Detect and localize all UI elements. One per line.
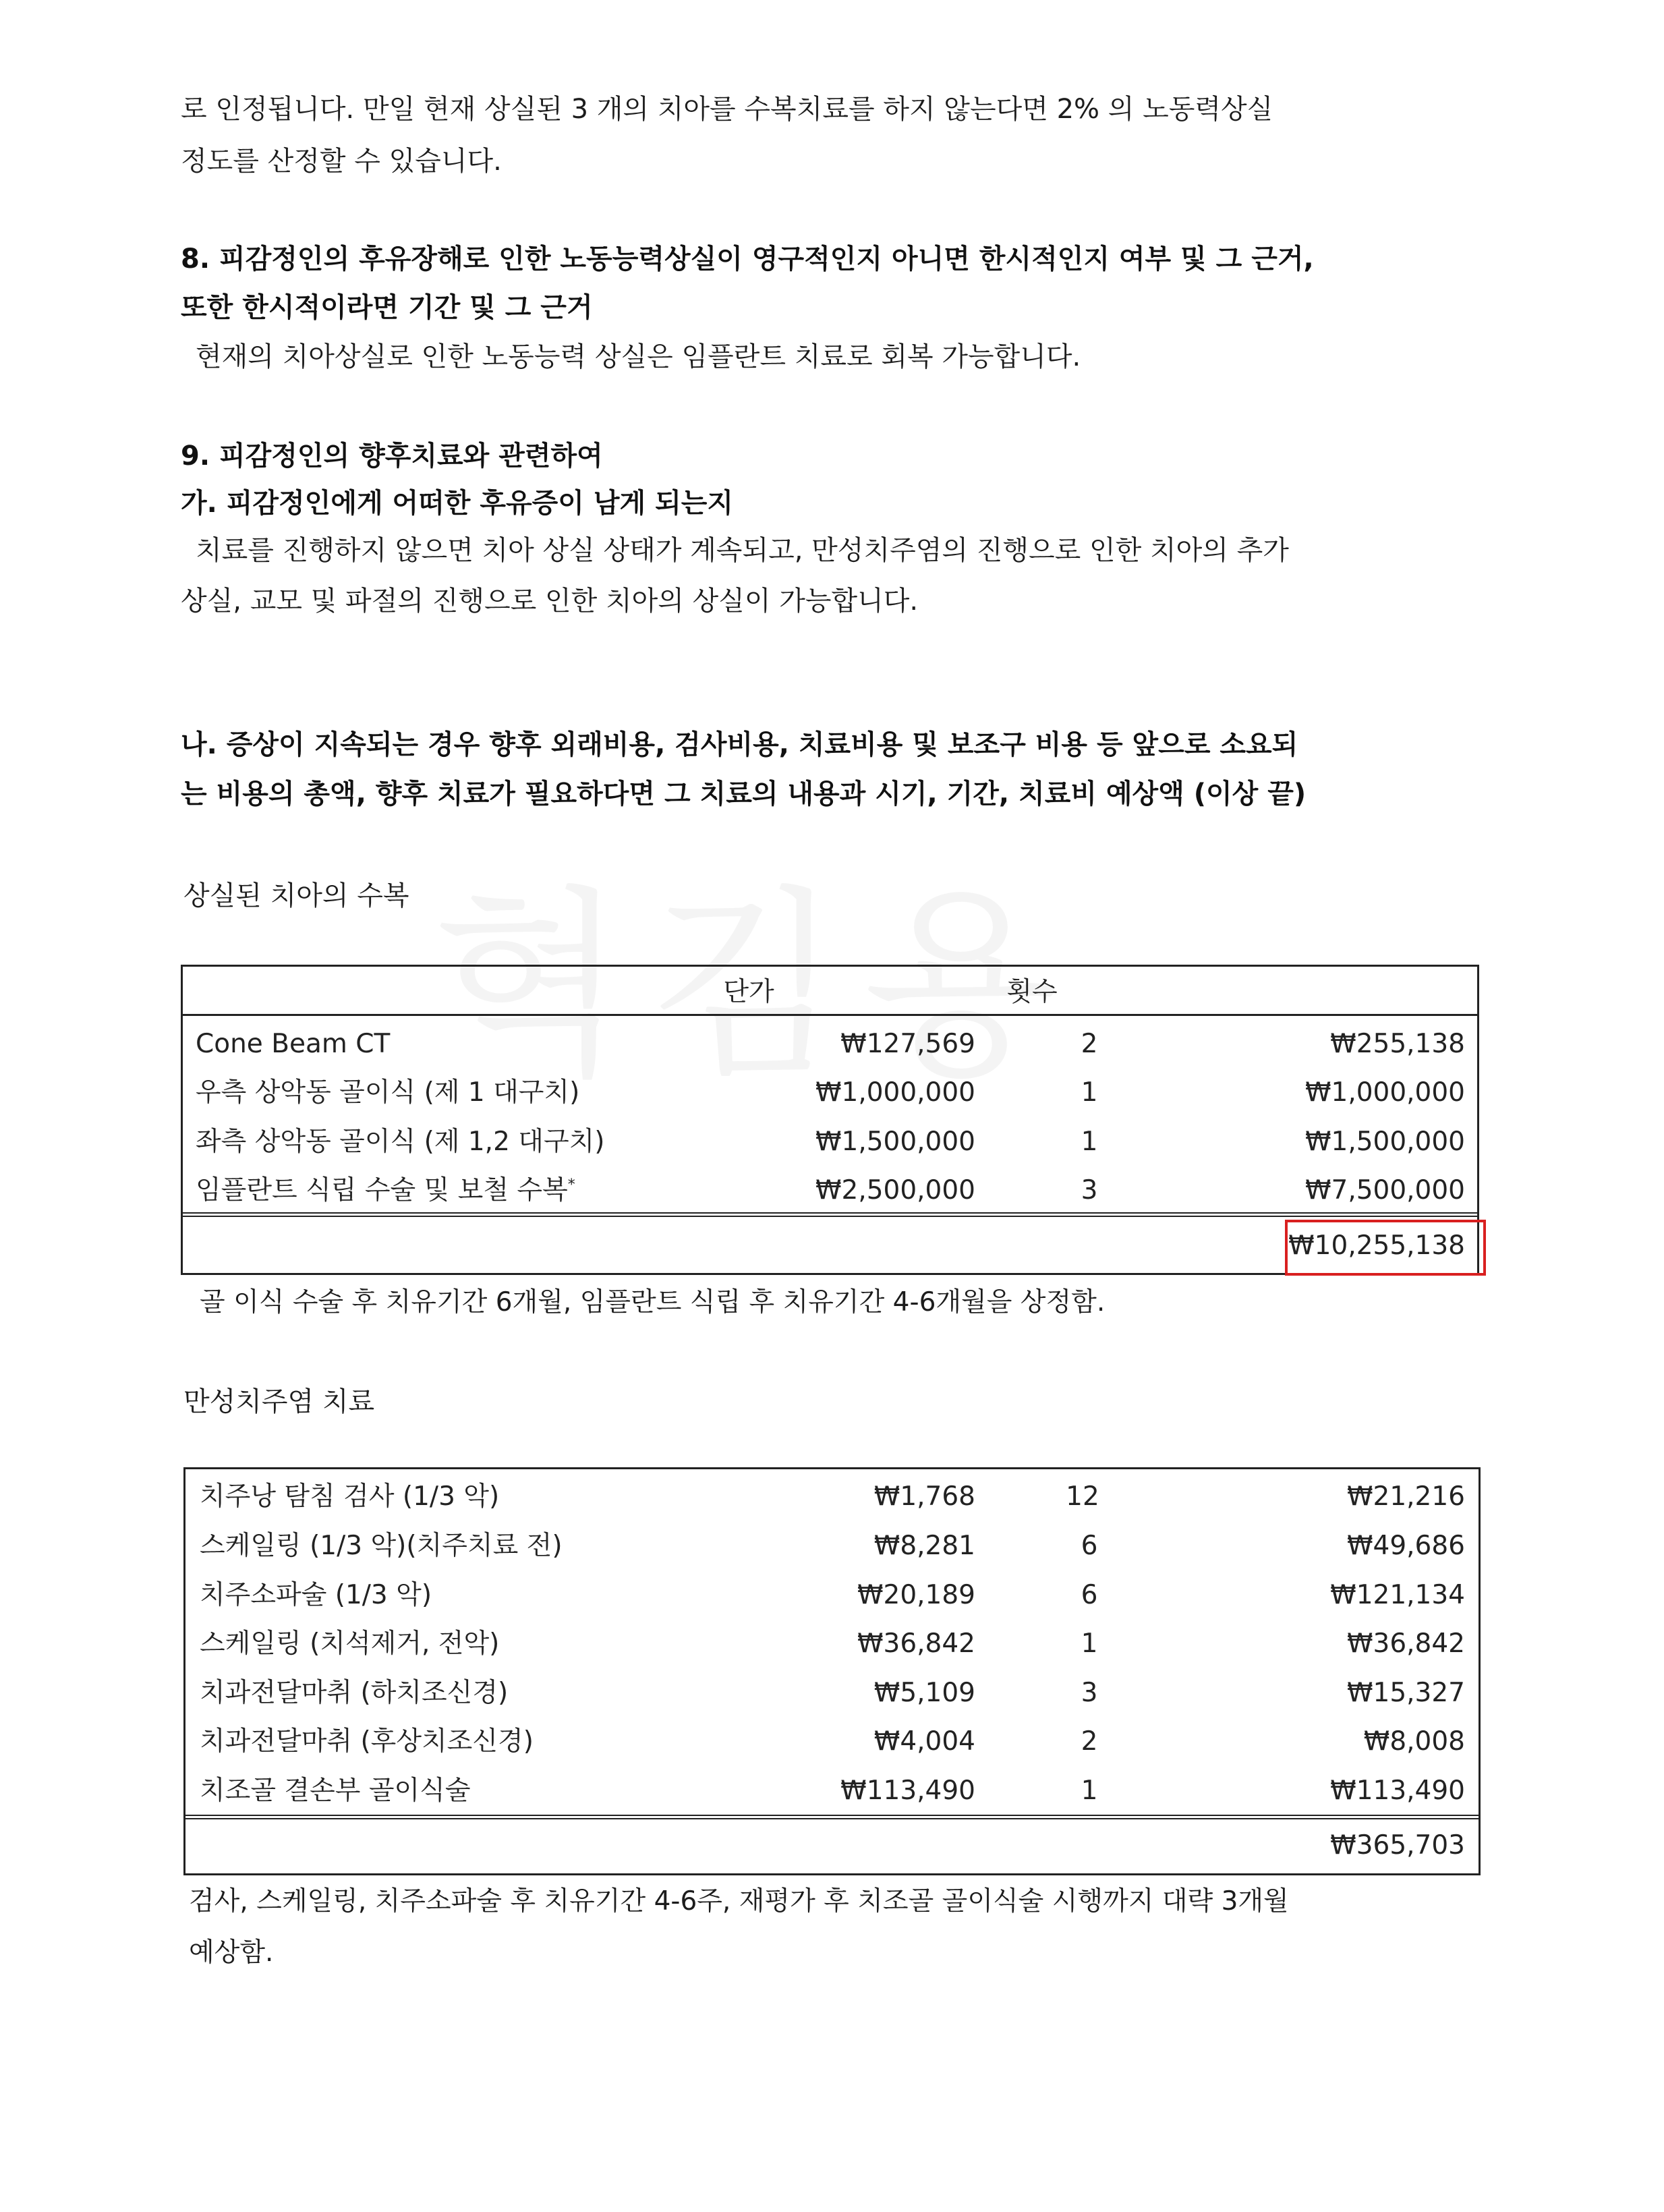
row-count: 6 (1081, 1531, 1098, 1561)
row-item: 치과전달마취 (후상치조신경) (200, 1726, 534, 1757)
row-unit-price: ₩36,842 (857, 1628, 975, 1659)
table-1-total: ₩10,255,138 (1288, 1230, 1465, 1261)
row-item: 스케일링 (치석제거, 전악) (200, 1628, 500, 1659)
table-header-divider (181, 1014, 1479, 1016)
row-unit-price: ₩113,490 (840, 1776, 975, 1806)
footnote-mark: * (567, 1176, 575, 1193)
table-2-total: ₩365,703 (1330, 1830, 1465, 1861)
row-unit-price: ₩2,500,000 (815, 1175, 975, 1206)
row-amount: ₩1,500,000 (1304, 1127, 1465, 1157)
question-9-heading: 9. 피감정인의 향후치료와 관련하여 (181, 441, 603, 472)
total-highlight-box (1285, 1220, 1486, 1276)
row-unit-price: ₩1,768 (873, 1481, 975, 1512)
header-unit-price: 단가 (723, 977, 774, 1007)
row-amount: ₩8,008 (1363, 1726, 1465, 1757)
answer-8: 현재의 치아상실로 인한 노동능력 상실은 임플란트 치료로 회복 가능합니다. (196, 341, 1081, 372)
row-count: 3 (1081, 1175, 1098, 1206)
row-unit-price: ₩5,109 (873, 1678, 975, 1708)
row-count: 1 (1081, 1628, 1098, 1659)
row-item: 치주낭 탐침 검사 (1/3 악) (200, 1481, 500, 1512)
row-item (196, 1175, 575, 1207)
answer-9a-line: 치료를 진행하지 않으면 치아 상실 상태가 계속되고, 만성치주염의 진행으로 인한 치아의 추가 (196, 535, 1289, 566)
row-unit-price: ₩1,500,000 (815, 1127, 975, 1157)
table-total-divider (181, 1212, 1479, 1217)
row-unit-price: ₩20,189 (857, 1580, 975, 1610)
paragraph-line: 정도를 산정할 수 있습니다. (181, 146, 502, 177)
table-1-title: 상실된 치아의 수복 (183, 880, 409, 911)
question-9b-heading: 나. 증상이 지속되는 경우 향후 외래비용, 검사비용, 치료비용 및 보조구 비용 등 앞으로 소요되 (181, 729, 1298, 760)
row-amount: ₩7,500,000 (1304, 1175, 1465, 1206)
question-9a-heading: 가. 피감정인에게 어떠한 후유증이 남게 되는지 (181, 488, 733, 519)
row-count: 3 (1081, 1678, 1098, 1708)
table-1-note: 골 이식 수술 후 치유기간 6개월, 임플란트 식립 후 치유기간 4-6개월을 상정함. (200, 1287, 1106, 1317)
row-item: 치조골 결손부 골이식술 (200, 1776, 471, 1806)
row-item: 치과전달마취 (하치조신경) (200, 1678, 509, 1708)
question-8-heading: 8. 피감정인의 후유장해로 인한 노동능력상실이 영구적인지 아니면 한시적인지 여부 및 그 근거, (181, 244, 1314, 275)
header-count: 횟수 (1006, 977, 1058, 1007)
question-8-heading-cont: 또한 한시적이라면 기간 및 그 근거 (181, 292, 593, 323)
row-unit-price: ₩1,000,000 (815, 1077, 975, 1108)
row-amount: ₩1,000,000 (1304, 1077, 1465, 1108)
row-amount: ₩113,490 (1330, 1776, 1465, 1806)
table-total-divider (183, 1815, 1481, 1819)
question-9b-heading-cont: 는 비용의 총액, 향후 치료가 필요하다면 그 치료의 내용과 시기, 기간, 치료비 예상액 (이상 끝) (181, 778, 1307, 810)
row-item: 우측 상악동 골이식 (제 1 대구치) (196, 1077, 580, 1108)
row-item-text: 임플란트 식립 수술 및 보철 수복 (196, 1175, 568, 1206)
row-amount: ₩15,327 (1346, 1678, 1465, 1708)
row-count: 12 (1066, 1481, 1099, 1512)
row-amount: ₩21,216 (1346, 1481, 1465, 1512)
table-2-note-line: 예상함. (189, 1937, 274, 1968)
row-amount: ₩121,134 (1330, 1580, 1465, 1610)
table-2-title: 만성치주염 치료 (183, 1386, 375, 1417)
row-item: 치주소파술 (1/3 악) (200, 1580, 432, 1610)
row-count: 1 (1081, 1127, 1098, 1157)
row-count: 6 (1081, 1580, 1098, 1610)
paragraph-line: 로 인정됩니다. 만일 현재 상실된 3 개의 치아를 수복치료를 하지 않는다면 2% 의 노동력상실 (181, 94, 1273, 125)
answer-9a-line: 상실, 교모 및 파절의 진행으로 인한 치아의 상실이 가능합니다. (181, 586, 919, 617)
row-count: 2 (1081, 1029, 1098, 1059)
row-amount: ₩36,842 (1346, 1628, 1465, 1659)
row-item: 좌측 상악동 골이식 (제 1,2 대구치) (196, 1127, 605, 1157)
row-count: 1 (1081, 1077, 1098, 1108)
row-count: 2 (1081, 1726, 1098, 1757)
row-item: Cone Beam CT (196, 1029, 391, 1059)
row-amount: ₩255,138 (1330, 1029, 1465, 1059)
row-count: 1 (1081, 1776, 1098, 1806)
row-item: 스케일링 (1/3 악)(치주치료 전) (200, 1531, 563, 1561)
table-2-note-line: 검사, 스케일링, 치주소파술 후 치유기간 4-6주, 재평가 후 치조골 골이식술 시행까지 대략 3개월 (189, 1886, 1289, 1917)
row-unit-price: ₩8,281 (873, 1531, 975, 1561)
row-unit-price: ₩127,569 (840, 1029, 975, 1059)
row-unit-price: ₩4,004 (873, 1726, 975, 1757)
row-amount: ₩49,686 (1346, 1531, 1465, 1561)
